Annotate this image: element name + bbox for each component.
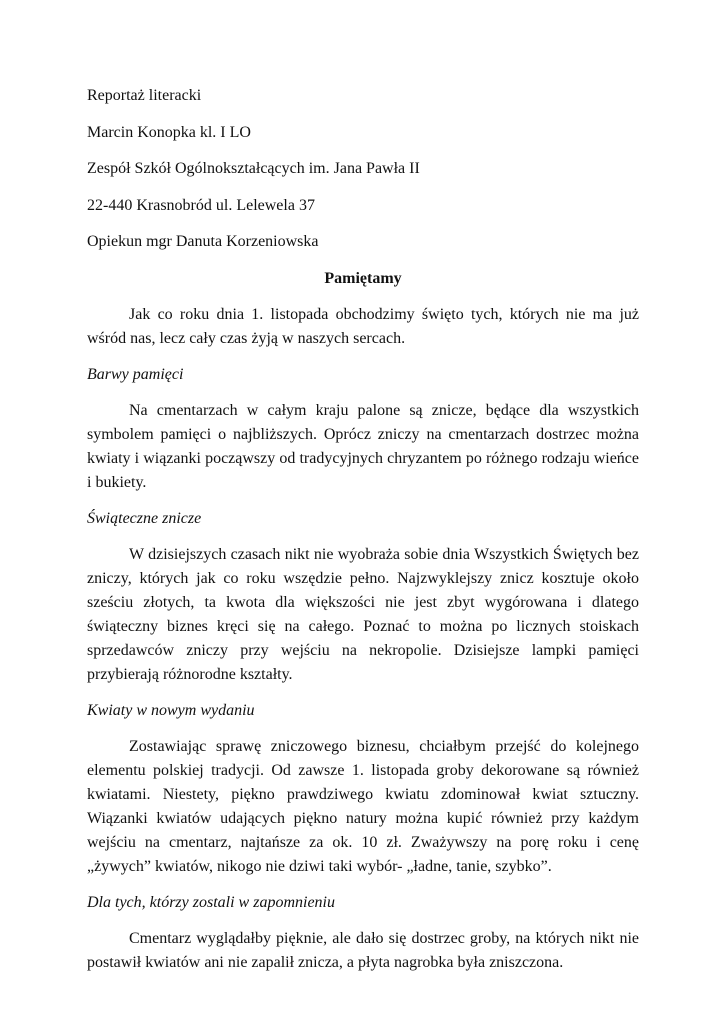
section-heading-zapomnienie: Dla tych, którzy zostali w zapomnieniu [87,893,335,911]
author-line: Marcin Konopka kl. I LO [87,123,251,141]
section-heading-kwiaty: Kwiaty w nowym wydaniu [87,701,255,719]
section-paragraph-znicze: W dzisiejszych czasach nikt nie wyobraża sobie dnia Wszystkich Świętych bez zniczy, których jak co roku wszędzie pełno. Najzwyklejszy znicz kosztuje około sześciu złotych, ta kwota dla większości nie jest zbyt wygórowana i dlatego świąteczny biznes kręci się na całego. Poznać to można po licznych stoiskach sprzedawców zniczy przy wejściu na nekropolie. Dzisiejsze lampki pamięci przybierają różnorodne kształty. [87,545,639,683]
address-line: 22-440 Krasnobród ul. Lelewela 37 [87,196,315,214]
section-paragraph-zapomnienie: Cmentarz wyglądałby pięknie, ale dało się dostrzec groby, na których nikt nie postawił kwiatów ani nie zapalił znicza, a płyta nagrobka była zniszczona. [87,929,639,971]
school-line: Zespół Szkół Ogólnokształcących im. Jana Pawła II [87,160,420,177]
document-page [87,84,639,987]
document-title: Pamiętamy [324,269,402,287]
tutor-line: Opiekun mgr Danuta Korzeniowska [87,233,319,250]
section-heading-znicze: Świąteczne znicze [87,509,202,527]
section-paragraph-kwiaty: Zostawiając sprawę zniczowego biznesu, chciałbym przejść do kolejnego elementu polskiej tradycji. Od zawsze 1. listopada groby dekorowane są również kwiatami. Niestety, piękno prawdziwego kwiatu zdominował kwiat sztuczny. Wiązanki kwiatów udających piękno natury można kupić również przy każdym wejściu na cmentarz, najtańsze za ok. 10 zł. Zważywszy na porę roku i cenę „żywych” kwiatów, nikogo nie dziwi taki wybór- „ładne, tanie, szybko”. [87,737,639,875]
intro-paragraph: Jak co roku dnia 1. listopada obchodzimy święto tych, których nie ma już wśród nas, lecz cały czas żyją w naszych sercach. [87,305,639,347]
section-paragraph-barwy: Na cmentarzach w całym kraju palone są znicze, będące dla wszystkich symbolem pamięci o najbliższych. Oprócz zniczy na cmentarzach dostrzec można kwiaty i wiązanki począwszy od tradycyjnych chryzantem po różnego rodzaju wieńce i bukiety. [87,401,639,491]
document-type: Reportaż literacki [87,87,202,104]
section-heading-barwy: Barwy pamięci [87,365,184,383]
